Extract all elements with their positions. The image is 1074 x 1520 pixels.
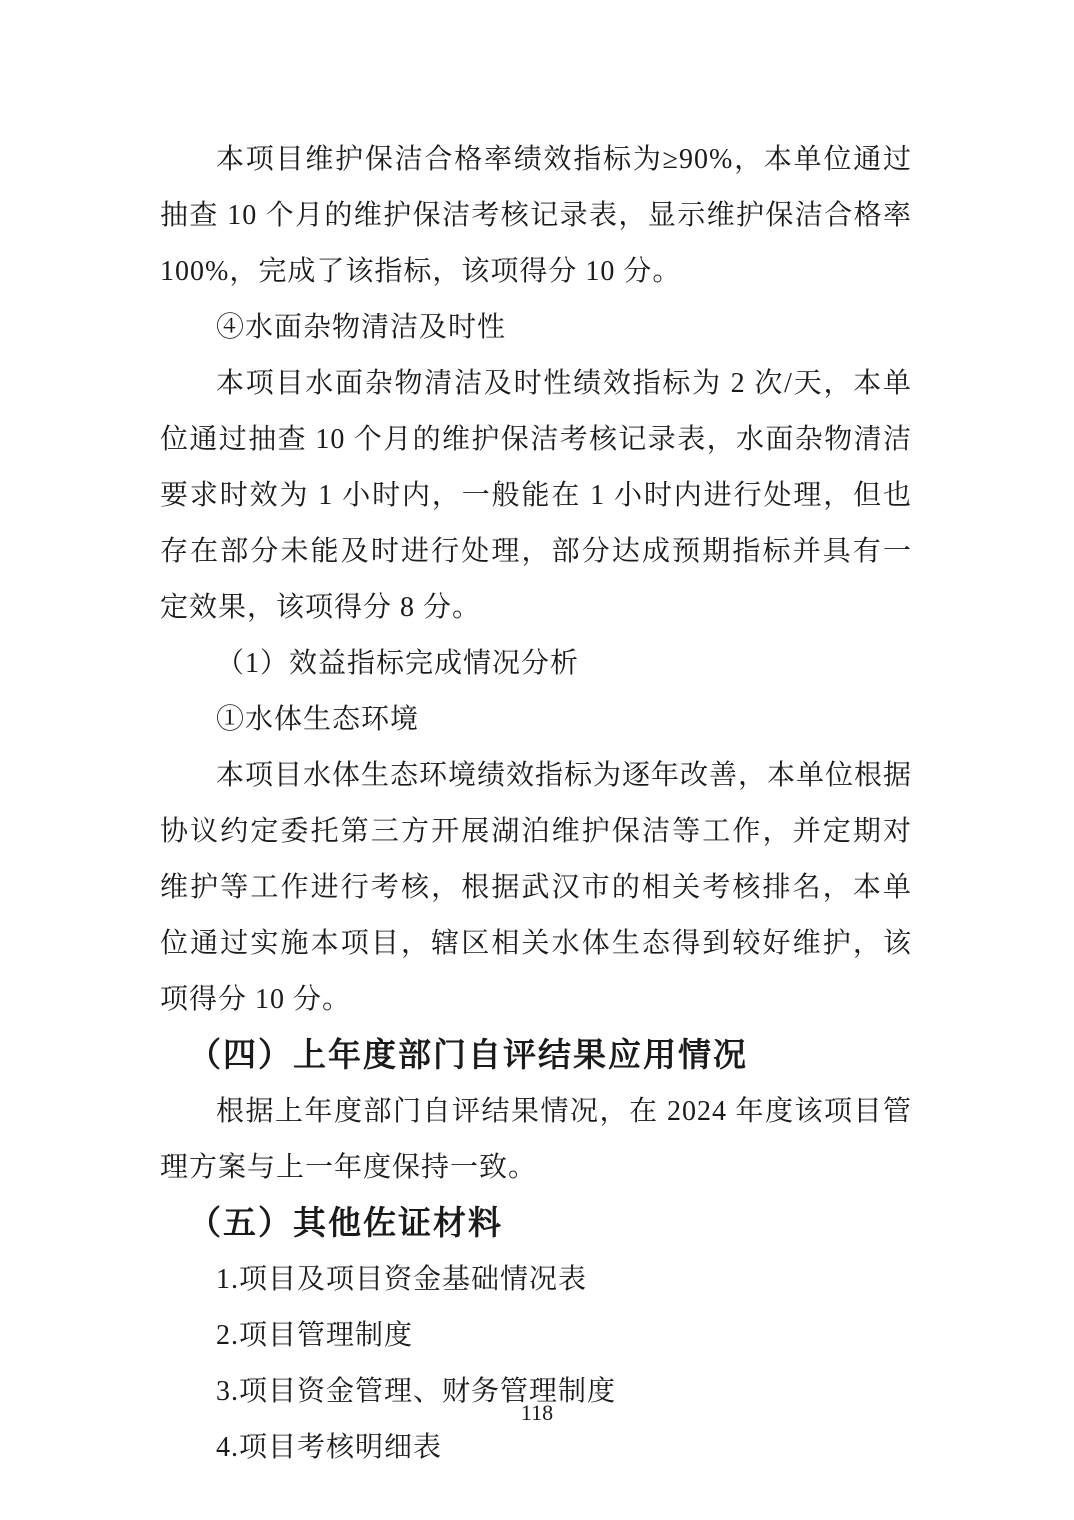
sub-heading-circled-4: ④水面杂物清洁及时性 (216, 312, 507, 343)
sub-heading-benefit-indicator: （1）效益指标完成情况分析 (216, 648, 580, 679)
list-item-3: 3.项目资金管理、财务管理制度 (216, 1376, 617, 1407)
document-body (160, 132, 912, 1476)
paragraph-surface-debris: 本项目水面杂物清洁及时性绩效指标为 2 次/天，本单位通过抽查 10 个月的维护保洁考核记录表，水面杂物清洁要求时效为 1 小时内，一般能在 1 小时内进行处理，但也存在部分未能及时进行处理，部分达成预期指标并具有一定效果，该项得分 8 分。 (160, 368, 912, 623)
paragraph-water-ecology: 本项目水体生态环境绩效指标为逐年改善，本单位根据协议约定委托第三方开展湖泊维护保洁等工作，并定期对维护等工作进行考核，根据武汉市的相关考核排名，本单位通过实施本项目，辖区相关水体生态得到较好维护，该项得分 10 分。 (160, 760, 913, 1015)
list-item-4: 4.项目考核明细表 (216, 1432, 443, 1463)
section-heading-four: （四）上年度部门自评结果应用情况 (188, 1038, 749, 1074)
page-number: 118 (520, 1400, 554, 1425)
list-item-2: 2.项目管理制度 (216, 1320, 414, 1351)
page-footer (0, 1398, 1074, 1428)
section-heading-five: （五）其他佐证材料 (188, 1206, 504, 1242)
sub-heading-circled-1: ①水体生态环境 (216, 704, 420, 735)
paragraph-maintenance-pass-rate: 本项目维护保洁合格率绩效指标为≥90%，本单位通过抽查 10 个月的维护保洁考核记录表，显示维护保洁合格率 100%，完成了该指标，该项得分 10 分。 (160, 144, 912, 287)
list-item-1: 1.项目及项目资金基础情况表 (216, 1264, 588, 1295)
paragraph-prior-year-self-eval: 根据上年度部门自评结果情况，在 2024 年度该项目管理方案与上一年度保持一致。 (160, 1096, 912, 1183)
